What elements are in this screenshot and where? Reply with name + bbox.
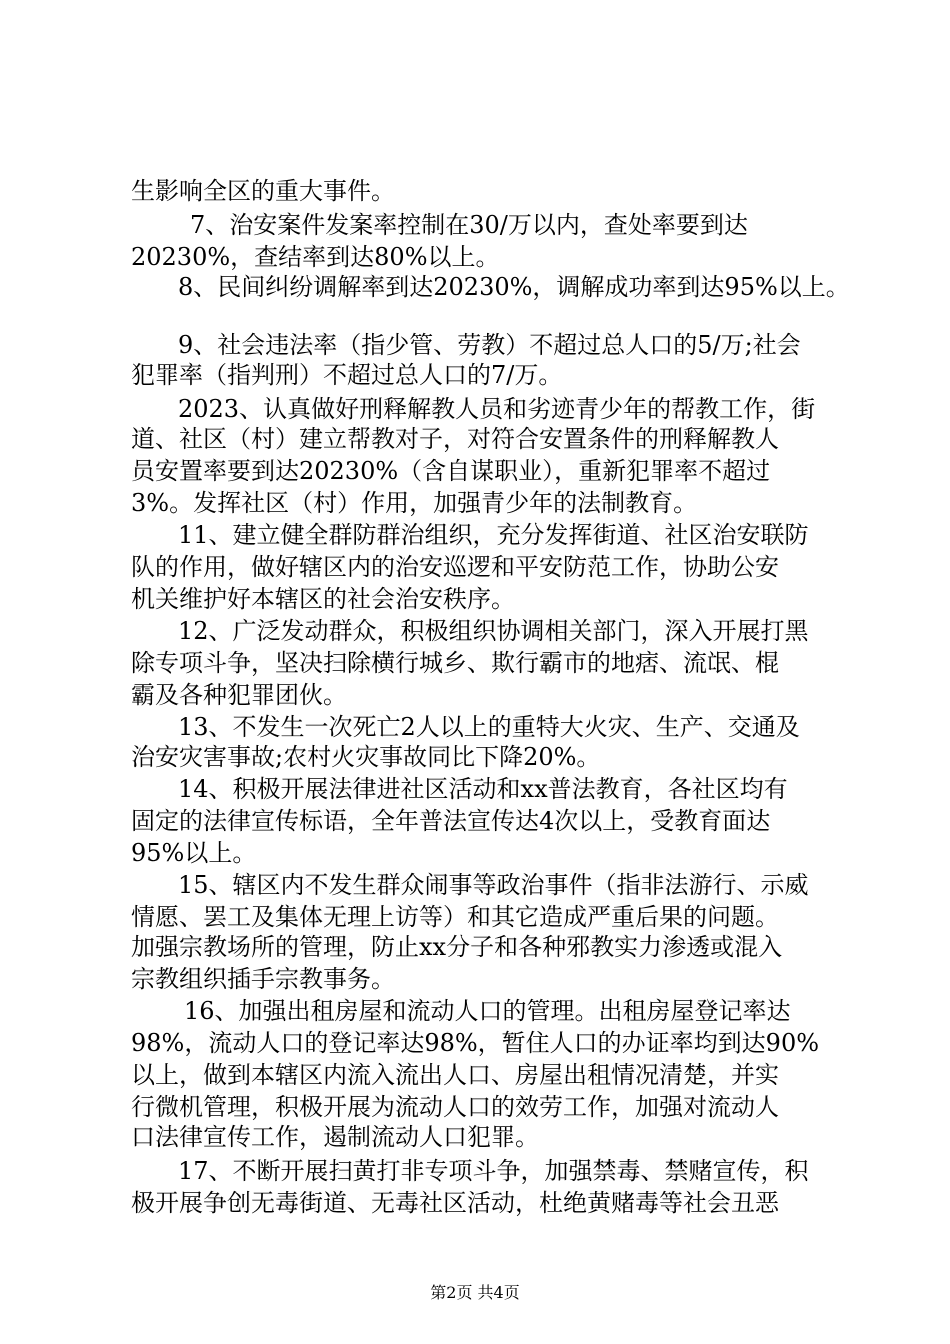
text-line: 14、积极开展法律进社区活动和xx普法教育，各社区均有 xyxy=(178,775,788,803)
text-line: 治安灾害事故;农村火灾事故同比下降20%。 xyxy=(131,743,601,771)
text-line: 道、社区（村）建立帮教对子，对符合安置条件的刑释解教人 xyxy=(131,425,779,453)
text-line: 情愿、罢工及集体无理上访等）和其它造成严重后果的问题。 xyxy=(131,903,779,931)
text-line: 98%，流动人口的登记率达98%，暂住人口的办证率均到达90% xyxy=(131,1029,820,1057)
text-line: 3%。发挥社区（村）作用，加强青少年的法制教育。 xyxy=(131,489,698,517)
text-line: 15、辖区内不发生群众闹事等政治事件（指非法游行、示威 xyxy=(178,871,809,899)
text-line: 霸及各种犯罪团伙。 xyxy=(131,681,347,709)
text-line: 20230%，查结率到达80%以上。 xyxy=(131,243,500,271)
text-line: 行微机管理，积极开展为流动人口的效劳工作，加强对流动人 xyxy=(131,1093,779,1121)
text-line: 7、治安案件发案率控制在30/万以内，查处率要到达 xyxy=(190,211,748,239)
text-line: 8、民间纠纷调解率到达20230%，调解成功率到达95%以上。 xyxy=(178,273,850,301)
text-line: 机关维护好本辖区的社会治安秩序。 xyxy=(131,585,515,613)
text-line: 极开展争创无毒街道、无毒社区活动，杜绝黄赌毒等社会丑恶 xyxy=(131,1189,779,1217)
text-line: 以上，做到本辖区内流入流出人口、房屋出租情况清楚，并实 xyxy=(131,1061,779,1089)
text-line: 加强宗教场所的管理，防止xx分子和各种邪教实力渗透或混入 xyxy=(131,933,783,961)
text-line: 95%以上。 xyxy=(131,839,257,867)
text-line: 2023、认真做好刑释解教人员和劣迹青少年的帮教工作，街 xyxy=(178,395,816,423)
text-line: 9、社会违法率（指少管、劳教）不超过总人口的5/万;社会 xyxy=(178,331,801,359)
text-line: 生影响全区的重大事件。 xyxy=(131,177,395,205)
text-line: 口法律宣传工作，遏制流动人口犯罪。 xyxy=(131,1123,539,1151)
text-line: 宗教组织插手宗教事务。 xyxy=(131,965,395,993)
text-line: 犯罪率（指判刑）不超过总人口的7/万。 xyxy=(131,361,563,389)
text-line: 除专项斗争，坚决扫除横行城乡、欺行霸市的地痞、流氓、棍 xyxy=(131,649,779,677)
text-line: 17、不断开展扫黄打非专项斗争，加强禁毒、禁赌宣传，积 xyxy=(178,1157,809,1185)
text-line: 队的作用，做好辖区内的治安巡逻和平安防范工作，协助公安 xyxy=(131,553,779,581)
text-line: 12、广泛发动群众，积极组织协调相关部门，深入开展打黑 xyxy=(178,617,809,645)
text-line: 员安置率要到达20230%（含自谋职业），重新犯罪率不超过 xyxy=(131,457,771,485)
text-line: 11、建立健全群防群治组织，充分发挥街道、社区治安联防 xyxy=(178,521,809,549)
text-line: 13、不发生一次死亡2人以上的重特大火灾、生产、交通及 xyxy=(178,713,800,741)
text-line: 固定的法律宣传标语，全年普法宣传达4次以上，受教育面达 xyxy=(131,807,771,835)
page-footer: 第2页 共4页 xyxy=(430,1283,520,1302)
text-line: 16、加强出租房屋和流动人口的管理。出租房屋登记率达 xyxy=(184,997,791,1025)
